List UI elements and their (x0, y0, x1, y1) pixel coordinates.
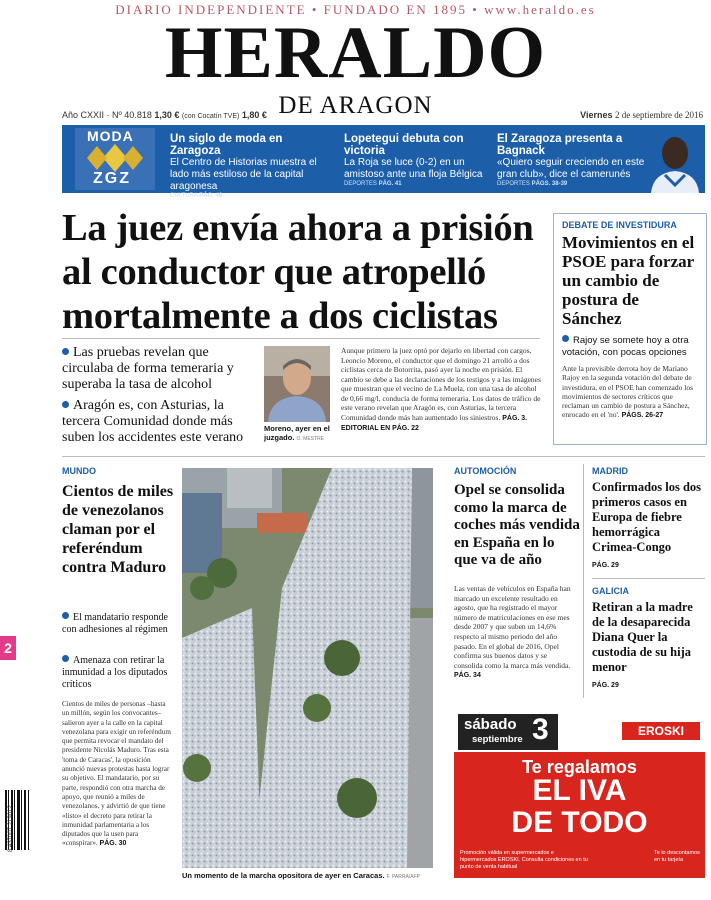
issue-info (62, 110, 267, 120)
investidura-body (562, 364, 702, 421)
price-note: (con Cocatín TVE) (181, 113, 240, 120)
mundo-headline[interactable]: Cientos de miles de venezolanos claman por el referéndum contra Maduro (62, 483, 174, 576)
lead-body (341, 346, 541, 434)
moreno-photo[interactable] (264, 346, 330, 422)
galicia-headline[interactable]: Retiran a la madre de la desaparecida Diana Quer la custodia de su hija menor (592, 600, 693, 674)
date-text: 2 de septiembre de 2016 (615, 110, 703, 120)
ad-month: septiembre (472, 734, 523, 745)
lead-pages[interactable]: PÁG. 3. EDITORIAL EN PÁG. 22 (341, 414, 528, 432)
promo-bagnack-title: El Zaragoza presenta a Bagnack (497, 133, 623, 157)
promo-moda-page: PÁG. 46 (199, 193, 223, 199)
promo-lopetegui-title: Lopetegui debuta con victoria (344, 133, 464, 157)
caracas-caption (182, 871, 433, 880)
divider (62, 456, 705, 457)
moda-zgz-logo[interactable] (75, 128, 155, 190)
madrid-headline[interactable]: Confirmados los dos primeros casos en Europa de fiebre hemorrágica Crimea-Congo (592, 480, 702, 554)
ad-line-2: DE TODO (511, 806, 648, 839)
divider (583, 464, 584, 698)
eroski-ad[interactable] (454, 712, 705, 878)
divider (62, 338, 540, 339)
galicia-pages[interactable]: PÁG. 29 (592, 682, 619, 689)
promo-moda-title: Un siglo de moda en Zaragoza (170, 133, 283, 157)
automocion-kicker: AUTOMOCIÓN (454, 466, 517, 476)
date-day: Viernes (580, 110, 613, 120)
lead-headline[interactable]: La juez envía ahora a prisión al conductor que atropelló mortalmente a dos ciclistas (62, 207, 534, 337)
automocion-body-text: Las ventas de vehículos en España han marcado un excelente resultado en agosto, que ha registrado el mayor número de matriculaciones en ese mes desde 2007 y que suben un 14,6% respecto al mismo periodo del año pasado. En el global de 2016, Opel confirma sus buenos datos y se consolida como la marca más vendida. (454, 584, 571, 670)
promo-lopetegui-section: DEPORTES (344, 181, 377, 187)
investidura-body-text: Ante la previsible derrota hoy de Mariano Rajoy en la segunda votación del debate de investidura, en el PSOE han comenzado los movimientos de sectores críticos que reclaman un cambio de postura a Sánchez, enrocado en el 'no'. (562, 364, 694, 420)
masthead-subtitle: DE ARAGON (278, 92, 433, 119)
zgz-logo-text: ZGZ (93, 170, 131, 187)
edition-tab: 2 (0, 636, 16, 660)
ad-date-badge (458, 714, 558, 750)
mundo-pages[interactable]: PÁG. 30 (99, 840, 127, 848)
promo-bagnack-text: «Quiero seguir creciendo en este gran club», dice el camerunés (497, 157, 645, 180)
automocion-body (454, 584, 576, 681)
investidura-bullet: Rajoy se somete hoy a otra votación, con pocas opciones (562, 335, 702, 359)
mundo-body (62, 700, 174, 849)
investidura-headline[interactable]: Movimientos en el PSOE para forzar un cambio de postura de Sánchez (562, 233, 695, 328)
ad-day: sábado (464, 716, 517, 733)
masthead-tagline: DIARIO INDEPENDIENTE • FUNDADO EN 1895 • www.heraldo.es (115, 2, 596, 17)
ad-day-num: 3 (532, 713, 549, 746)
eroski-logo (622, 722, 700, 740)
ad-line-1: EL IVA (532, 774, 627, 807)
caracas-march-photo[interactable] (182, 468, 433, 868)
ad-tag: Te regalamos (522, 757, 637, 777)
galicia-kicker: GALICIA (592, 586, 629, 596)
divider (592, 578, 705, 579)
caracas-caption-text: Un momento de la marcha opositora de ayer en Caracas. (182, 871, 385, 880)
promo-moda[interactable] (170, 133, 330, 199)
automocion-headline[interactable]: Opel se consolida como la marca de coches más vendida en España en lo que va de año (454, 482, 580, 568)
promo-bagnack-section: DEPORTES (497, 181, 530, 187)
promo-lopetegui[interactable] (344, 133, 484, 187)
masthead-title[interactable]: HERALDO (164, 12, 547, 94)
promo-lopetegui-page: PÁG. 41 (378, 181, 402, 187)
promo-moda-text: El Centro de Historias muestra el lado más estiloso de la capital aragonesa (170, 157, 317, 192)
promo-bagnack[interactable] (497, 133, 647, 187)
lead-body-text: Aunque primero la juez optó por dejarlo en libertad con cargos, Leoncio Moreno, el conductor que el domingo 21 arrolló a dos ciclistas cerca de Botorrita, pasó ayer la noche en prisión. El cambio se debe a las declaraciones de los testigos y a las imágenes que muestran que el vecino de La Muela, con una tasa de alcohol de 0,66 mg/l, conducía de forma temeraria. Los datos de tráfico de este verano revelan que Aragón es, con Asturias, la tercera Comunidad donde más han aumentado los siniestros. (341, 346, 541, 422)
moreno-caption (264, 424, 334, 444)
barcode-number: 8 437007 219012 (8, 805, 14, 852)
price: 1,30 € (154, 110, 180, 120)
caracas-photo-credit: F. PARRA/AFP (386, 874, 420, 880)
eroski-logo-text: EROSKI (637, 724, 684, 738)
promo-moda-section: CULTURA (170, 193, 198, 199)
price-2: 1,80 € (241, 110, 267, 120)
mundo-bullet-2: Amenaza con retirar la inmunidad a los diputados críticos (62, 655, 174, 691)
bagnack-photo[interactable] (645, 125, 705, 193)
investidura-pages[interactable]: PÁGS. 26-27 (621, 412, 664, 420)
mundo-body-text: Cientos de miles de personas –hasta un millón, según los convocantes– salieron ayer a la calle en la capital venezolana para exigir un referéndum que permita revocar el mandato del presidente Nicolás Maduro. Tras esta 'toma de Caracas', la oposición anunció nuevas protestas hasta lograr su objetivo. El mandatario, por su parte, respondió con otra marcha de apoyo, que reunió a miles de venezolanos, y advirtió de que tiene «listo» el decreto para retirar la inmunidad parlamentaria a los diputados que la usen para «conspirar». (62, 700, 171, 848)
mundo-kicker: MUNDO (62, 466, 96, 476)
moreno-caption-text: Moreno, ayer en el juzgado. (264, 424, 330, 442)
ad-fine-print: Promoción válida en supermercados e hipermercados EROSKI. Consulta condiciones en tu punto de venta habitual (460, 850, 588, 870)
moda-logo-text: MODA (87, 128, 134, 144)
issue-date (580, 110, 703, 120)
ad-fine-print-2: Te lo descontamos en tu tarjeta (654, 850, 700, 863)
issue-number: Año CXXII · Nº 40.818 (62, 110, 152, 120)
madrid-pages[interactable]: PÁG. 29 (592, 562, 619, 569)
mundo-bullet-1: El mandatario responde con adhesiones al régimen (62, 612, 174, 636)
investidura-kicker: DEBATE DE INVESTIDURA (562, 220, 677, 230)
madrid-kicker: MADRID (592, 466, 628, 476)
promo-lopetegui-text: La Roja se luce (0-2) en un amistoso ante una floja Bélgica (344, 157, 483, 180)
promo-bagnack-page: PÁGS. 38-39 (531, 181, 568, 187)
lead-bullet-2: Aragón es, con Asturias, la tercera Comunidad donde más suben los accidentes este verano (62, 398, 254, 446)
lead-bullet-1: Las pruebas revelan que circulaba de forma temeraria y superaba la tasa de alcohol (62, 345, 254, 393)
moreno-photo-credit: O. MESTRE (296, 436, 325, 442)
automocion-pages[interactable]: PÁG. 34 (454, 672, 481, 680)
